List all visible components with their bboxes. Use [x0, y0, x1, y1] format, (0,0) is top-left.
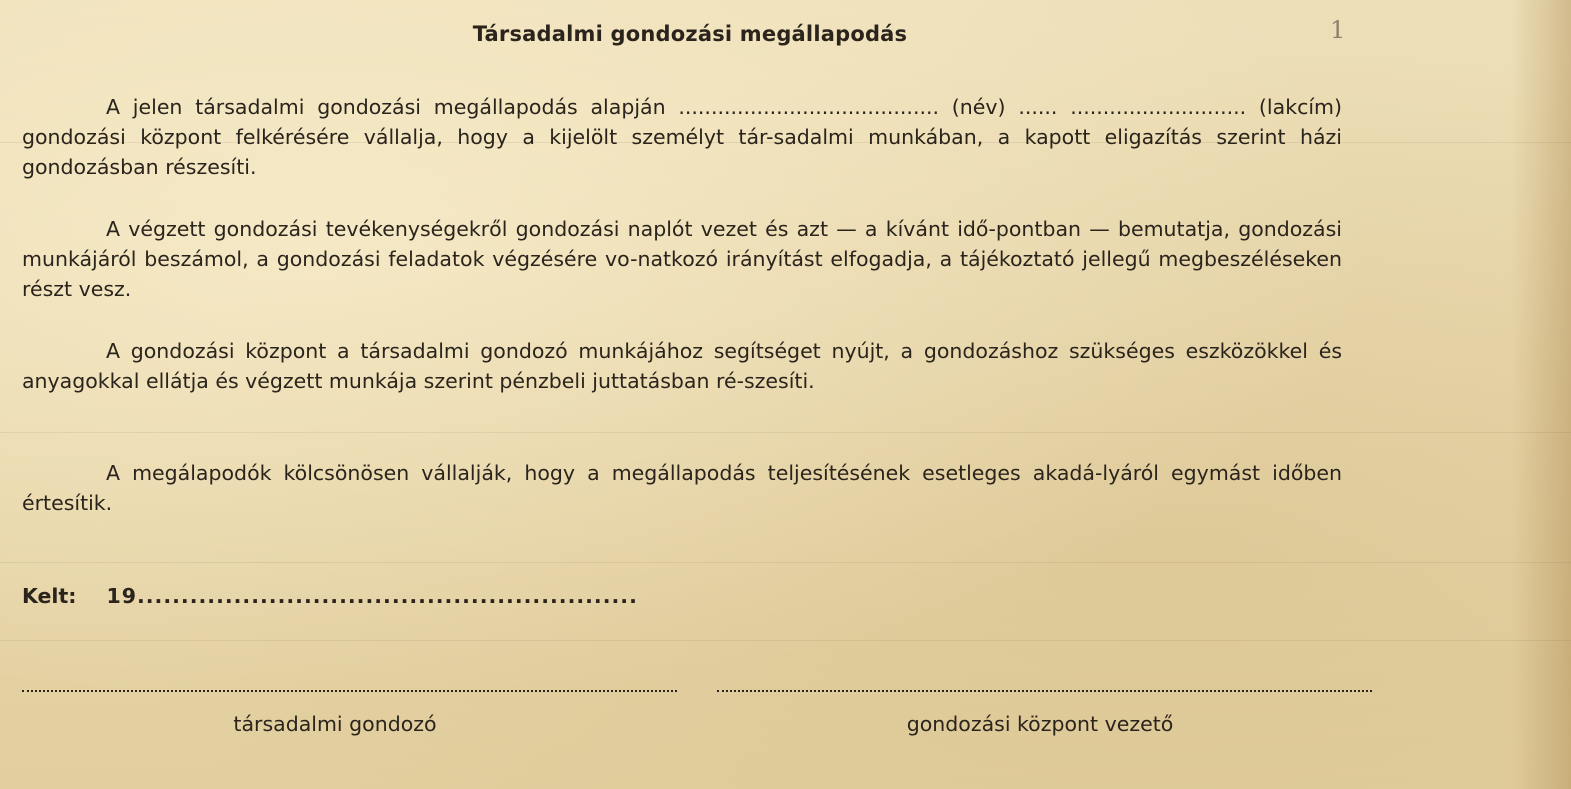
paragraph-care-log: [22, 214, 1342, 304]
paragraph-text: A jelen társadalmi gondozási megállapodás alapján ........................................ (név) ...... ........................... (lakcím) gondozási központ felkérésére vállalja, hogy a kijelölt személyt tár-sadalmi munkában, a kapott eligazítás szerint házi gondozásban részesíti.: [22, 95, 1342, 179]
signature-line-caregiver: [22, 690, 677, 692]
date-field: 19.........................................................: [106, 584, 638, 608]
signature-label-caregiver: társadalmi gondozó: [233, 712, 437, 736]
page-corner-mark: 1: [1330, 16, 1346, 44]
date-label: Kelt:: [22, 584, 77, 608]
paragraph-text: A gondozási központ a társadalmi gondozó munkájához segítséget nyújt, a gondozáshoz szükséges eszközökkel és anyagokkal ellátja és végzett munkája szerint pénzbeli juttatásban ré-szesíti.: [22, 339, 1342, 393]
bleed-through-line: [0, 640, 1571, 641]
document-title: Társadalmi gondozási megállapodás: [472, 22, 908, 46]
paragraph-center-support: [22, 336, 1342, 396]
paragraph-text: A végzett gondozási tevékenységekről gondozási naplót vezet és azt — a kívánt idő-pontban — bemutatja, gondozási munkájáról beszámol, a gondozási feladatok végzésére vo-natkozó irányítást elfogadja, a tájékoztató jellegű megbeszéléseken részt vesz.: [22, 217, 1342, 301]
paragraph-mutual-notice: [22, 458, 1342, 518]
date-line: [22, 584, 638, 608]
paragraph-agreement: [22, 92, 1342, 182]
signature-label-center-head: gondozási központ vezető: [906, 712, 1174, 736]
signature-line-center-head: [717, 690, 1372, 692]
paragraph-text: A megálapodók kölcsönösen vállalják, hogy a megállapodás teljesítésének esetleges akadá-lyáról egymást időben értesítik.: [22, 461, 1342, 515]
bleed-through-line: [0, 432, 1571, 433]
bleed-through-line: [0, 562, 1571, 563]
page-edge-shadow: [1511, 0, 1571, 789]
